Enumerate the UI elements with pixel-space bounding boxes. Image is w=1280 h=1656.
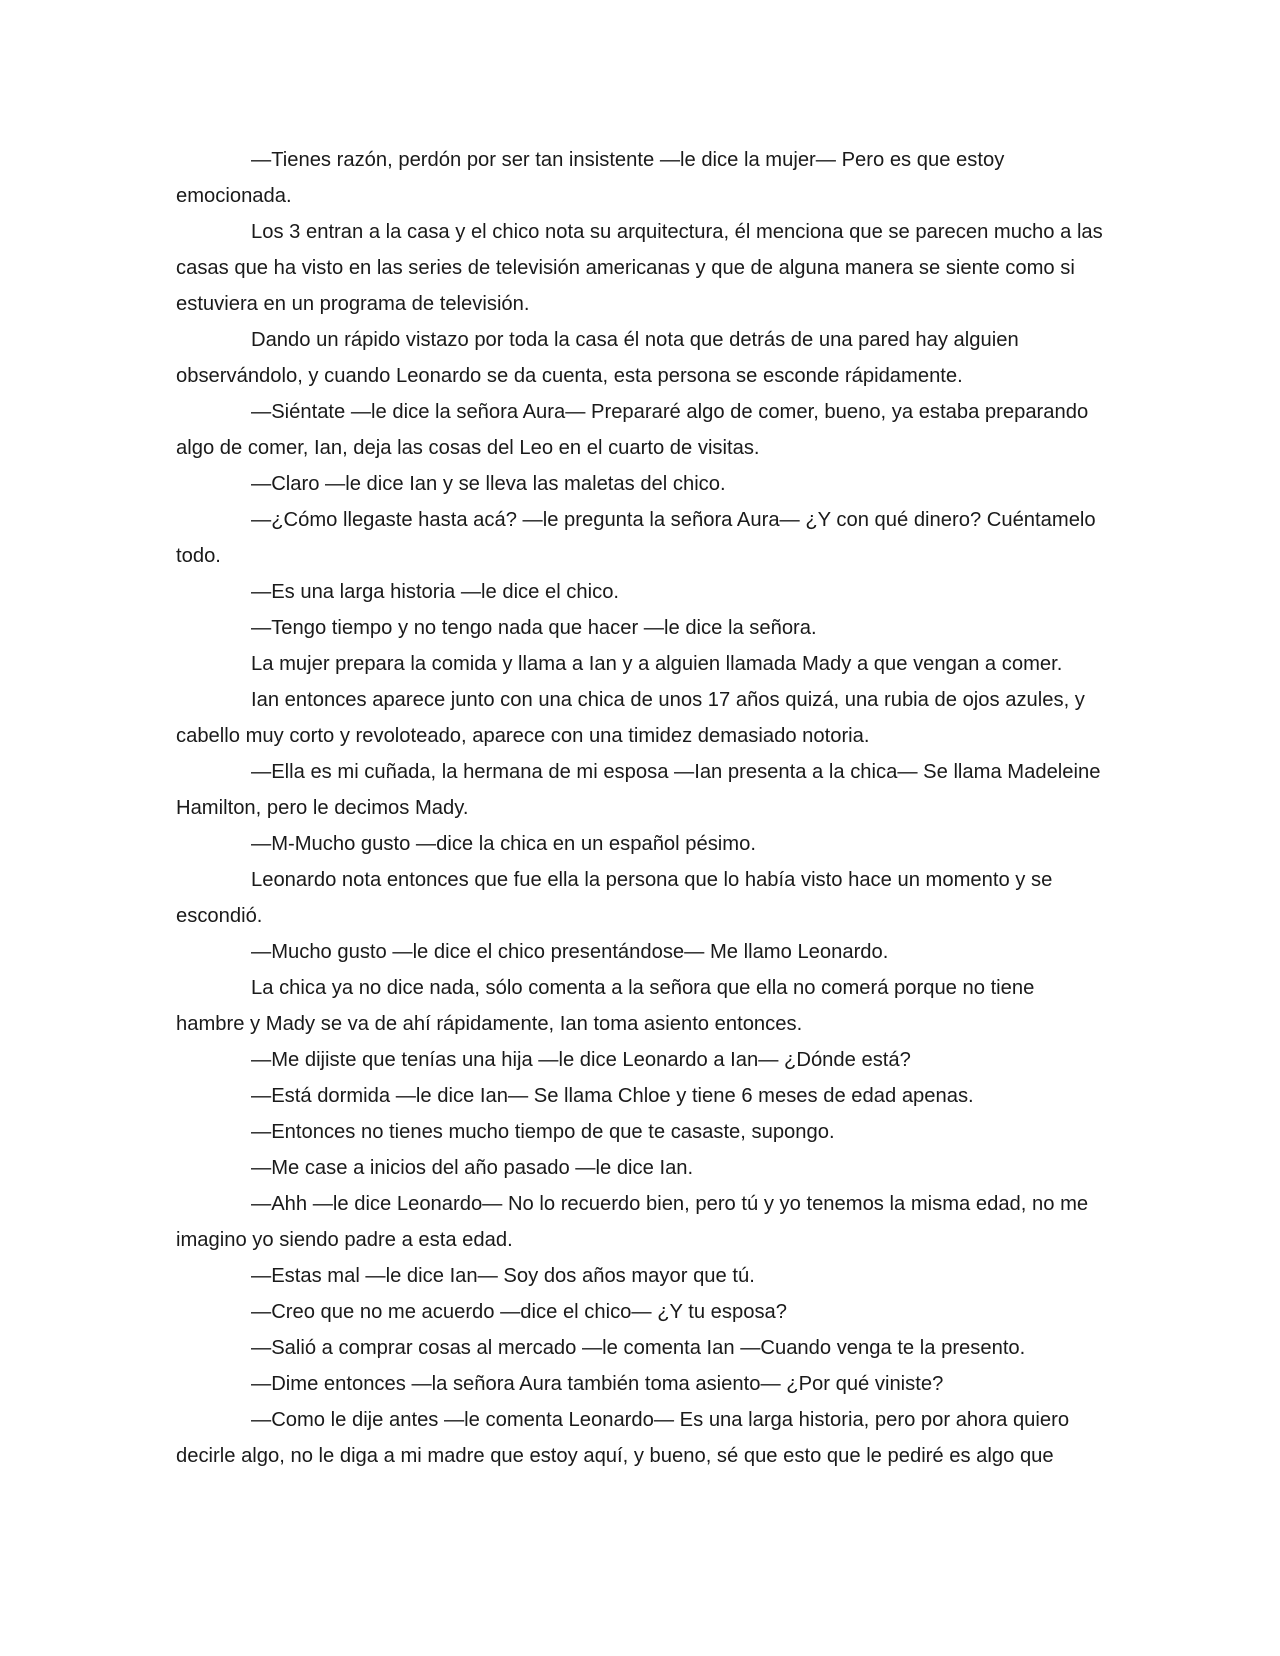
paragraph-9: La mujer prepara la comida y llama a Ian y a alguien llamada Mady a que vengan a comer. xyxy=(251,653,1063,675)
paragraph-24: —Dime entonces —la señora Aura también toma asiento— ¿Por qué viniste? xyxy=(251,1373,944,1395)
paragraph-10: Ian entonces aparece junto con una chica de unos 17 años quizá, una rubia de ojos azules, y cabello muy corto y revoloteado, aparece con una timidez demasiado notoria. xyxy=(176,689,1085,747)
paragraph-13: Leonardo nota entonces que fue ella la persona que lo había visto hace un momento y se escondió. xyxy=(176,869,1053,927)
paragraph-2: Los 3 entran a la casa y el chico nota su arquitectura, él menciona que se parecen mucho a las casas que ha visto en las series de televisión americanas y que de alguna manera se siente como si estuviera en un programa de televisión. xyxy=(176,221,1103,315)
paragraph-7: —Es una larga historia —le dice el chico. xyxy=(251,581,620,603)
paragraph-11: —Ella es mi cuñada, la hermana de mi esposa —Ian presenta a la chica— Se llama Madeleine Hamilton, pero le decimos Mady. xyxy=(176,761,1101,819)
paragraph-12: —M-Mucho gusto —dice la chica en un español pésimo. xyxy=(251,833,756,855)
paragraph-6: —¿Cómo llegaste hasta acá? —le pregunta la señora Aura— ¿Y con qué dinero? Cuéntamelo todo. xyxy=(176,509,1096,567)
paragraph-8: —Tengo tiempo y no tengo nada que hacer —le dice la señora. xyxy=(251,617,817,639)
paragraph-16: —Me dijiste que tenías una hija —le dice Leonardo a Ian— ¿Dónde está? xyxy=(251,1049,911,1071)
paragraph-22: —Creo que no me acuerdo —dice el chico— ¿Y tu esposa? xyxy=(251,1301,788,1323)
paragraph-19: —Me case a inicios del año pasado —le dice Ian. xyxy=(251,1157,694,1179)
paragraph-4: —Siéntate —le dice la señora Aura— Prepararé algo de comer, bueno, ya estaba preparando algo de comer, Ian, deja las cosas del Leo en el cuarto de visitas. xyxy=(176,401,1089,459)
paragraph-23: —Salió a comprar cosas al mercado —le comenta Ian —Cuando venga te la presento. xyxy=(251,1337,1026,1359)
paragraph-21: —Estas mal —le dice Ian— Soy dos años mayor que tú. xyxy=(251,1265,755,1287)
paragraph-17: —Está dormida —le dice Ian— Se llama Chloe y tiene 6 meses de edad apenas. xyxy=(251,1085,974,1107)
paragraph-5: —Claro —le dice Ian y se lleva las maletas del chico. xyxy=(251,473,726,495)
paragraph-15: La chica ya no dice nada, sólo comenta a la señora que ella no comerá porque no tiene hambre y Mady se va de ahí rápidamente, Ian toma asiento entonces. xyxy=(176,977,1035,1035)
paragraph-3: Dando un rápido vistazo por toda la casa él nota que detrás de una pared hay alguien observándolo, y cuando Leonardo se da cuenta, esta persona se esconde rápidamente. xyxy=(176,329,1019,387)
paragraph-1: —Tienes razón, perdón por ser tan insistente —le dice la mujer— Pero es que estoy emocionada. xyxy=(176,149,1005,207)
paragraph-14: —Mucho gusto —le dice el chico presentándose— Me llamo Leonardo. xyxy=(251,941,889,963)
document-body xyxy=(176,142,1106,1474)
paragraph-20: —Ahh —le dice Leonardo— No lo recuerdo bien, pero tú y yo tenemos la misma edad, no me imagino yo siendo padre a esta edad. xyxy=(176,1193,1089,1251)
paragraph-25: —Como le dije antes —le comenta Leonardo— Es una larga historia, pero por ahora quiero decirle algo, no le diga a mi madre que estoy aquí, y bueno, sé que esto que le pediré es algo que xyxy=(176,1409,1070,1467)
paragraph-18: —Entonces no tienes mucho tiempo de que te casaste, supongo. xyxy=(251,1121,835,1143)
